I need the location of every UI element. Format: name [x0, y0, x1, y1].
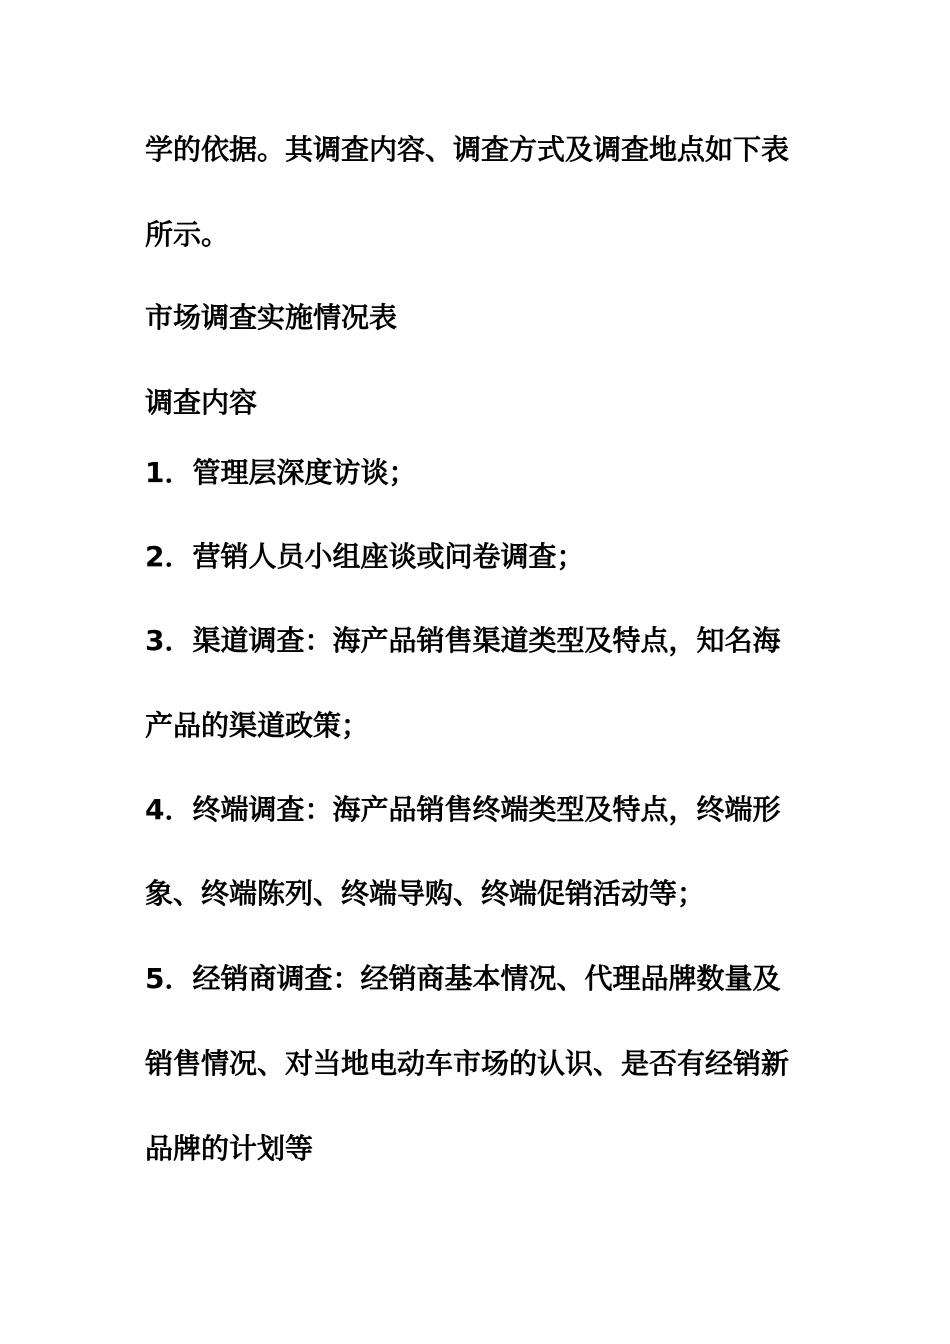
section-heading-content: 调查内容: [145, 386, 258, 419]
list-item-5: 5．经销商调查：经销商基本情况、代理品牌数量及: [145, 962, 781, 995]
list-item-3-continued: 产品的渠道政策；: [145, 709, 370, 742]
list-item-4: 4．终端调查：海产品销售终端类型及特点，终端形: [145, 793, 781, 826]
list-item-4-continued: 象、终端陈列、终端导购、终端促销活动等；: [145, 877, 706, 910]
list-item-5-continued-1: 销售情况、对当地电动车市场的认识、是否有经销新: [145, 1047, 790, 1080]
paragraph-line-intro-2: 所示。: [145, 218, 230, 251]
list-item-2: 2．营销人员小组座谈或问卷调查；: [145, 540, 585, 573]
list-item-1: 1．管理层深度访谈；: [145, 456, 417, 489]
paragraph-line-intro-1: 学的依据。其调查内容、调查方式及调查地点如下表: [145, 133, 790, 166]
list-item-5-continued-2: 品牌的计划等: [145, 1132, 314, 1165]
list-item-3: 3．渠道调查：海产品销售渠道类型及特点，知名海: [145, 624, 781, 657]
table-title: 市场调查实施情况表: [145, 301, 398, 334]
